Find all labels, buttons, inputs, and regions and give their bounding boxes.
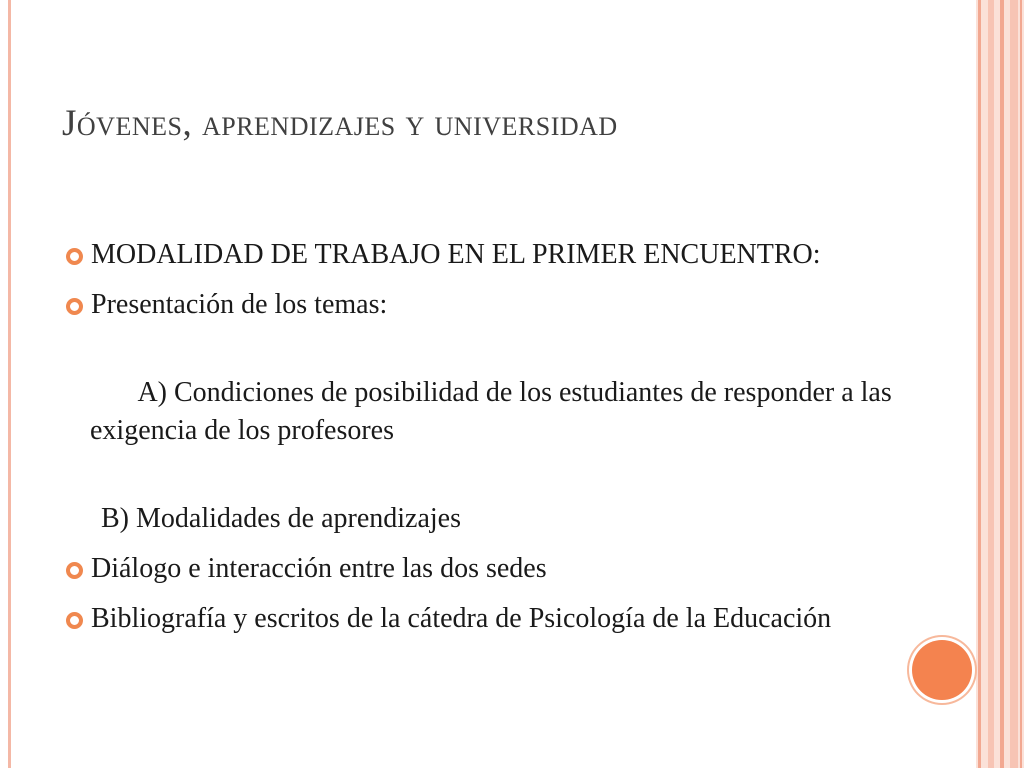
decorative-stripe <box>988 0 994 768</box>
slide-body <box>62 236 902 650</box>
sub-item-text: B) Modalidades de aprendizajes <box>101 503 461 534</box>
bullet-item <box>62 236 902 274</box>
decorative-orange-circle <box>912 640 972 700</box>
slide-title: Jóvenes, aprendizajes y universidad <box>62 103 618 144</box>
circle-bullet-icon <box>66 612 83 629</box>
decorative-stripe <box>1000 0 1004 768</box>
left-border-line <box>8 0 11 768</box>
bullet-item <box>62 600 902 638</box>
decorative-stripe <box>1020 0 1022 768</box>
bullet-item <box>62 550 902 588</box>
circle-bullet-icon <box>66 248 83 265</box>
bullet-text: Diálogo e interacción entre las dos sedes <box>91 553 547 584</box>
bullet-text: MODALIDAD DE TRABAJO EN EL PRIMER ENCUENTRO: <box>91 239 821 270</box>
sub-item <box>62 336 902 488</box>
circle-bullet-icon <box>66 562 83 579</box>
circle-bullet-icon <box>66 298 83 315</box>
sub-item-text: A) Condiciones de posibilidad de los estudiantes de responder a las exigencia de los profesores <box>90 377 899 446</box>
bullet-text: Bibliografía y escritos de la cátedra de Psicología de la Educación <box>91 603 832 634</box>
bullet-text: Presentación de los temas: <box>91 289 388 320</box>
bullet-item <box>62 286 902 324</box>
sub-item <box>62 500 902 538</box>
decorative-stripe <box>978 0 981 768</box>
decorative-stripe <box>1010 0 1018 768</box>
